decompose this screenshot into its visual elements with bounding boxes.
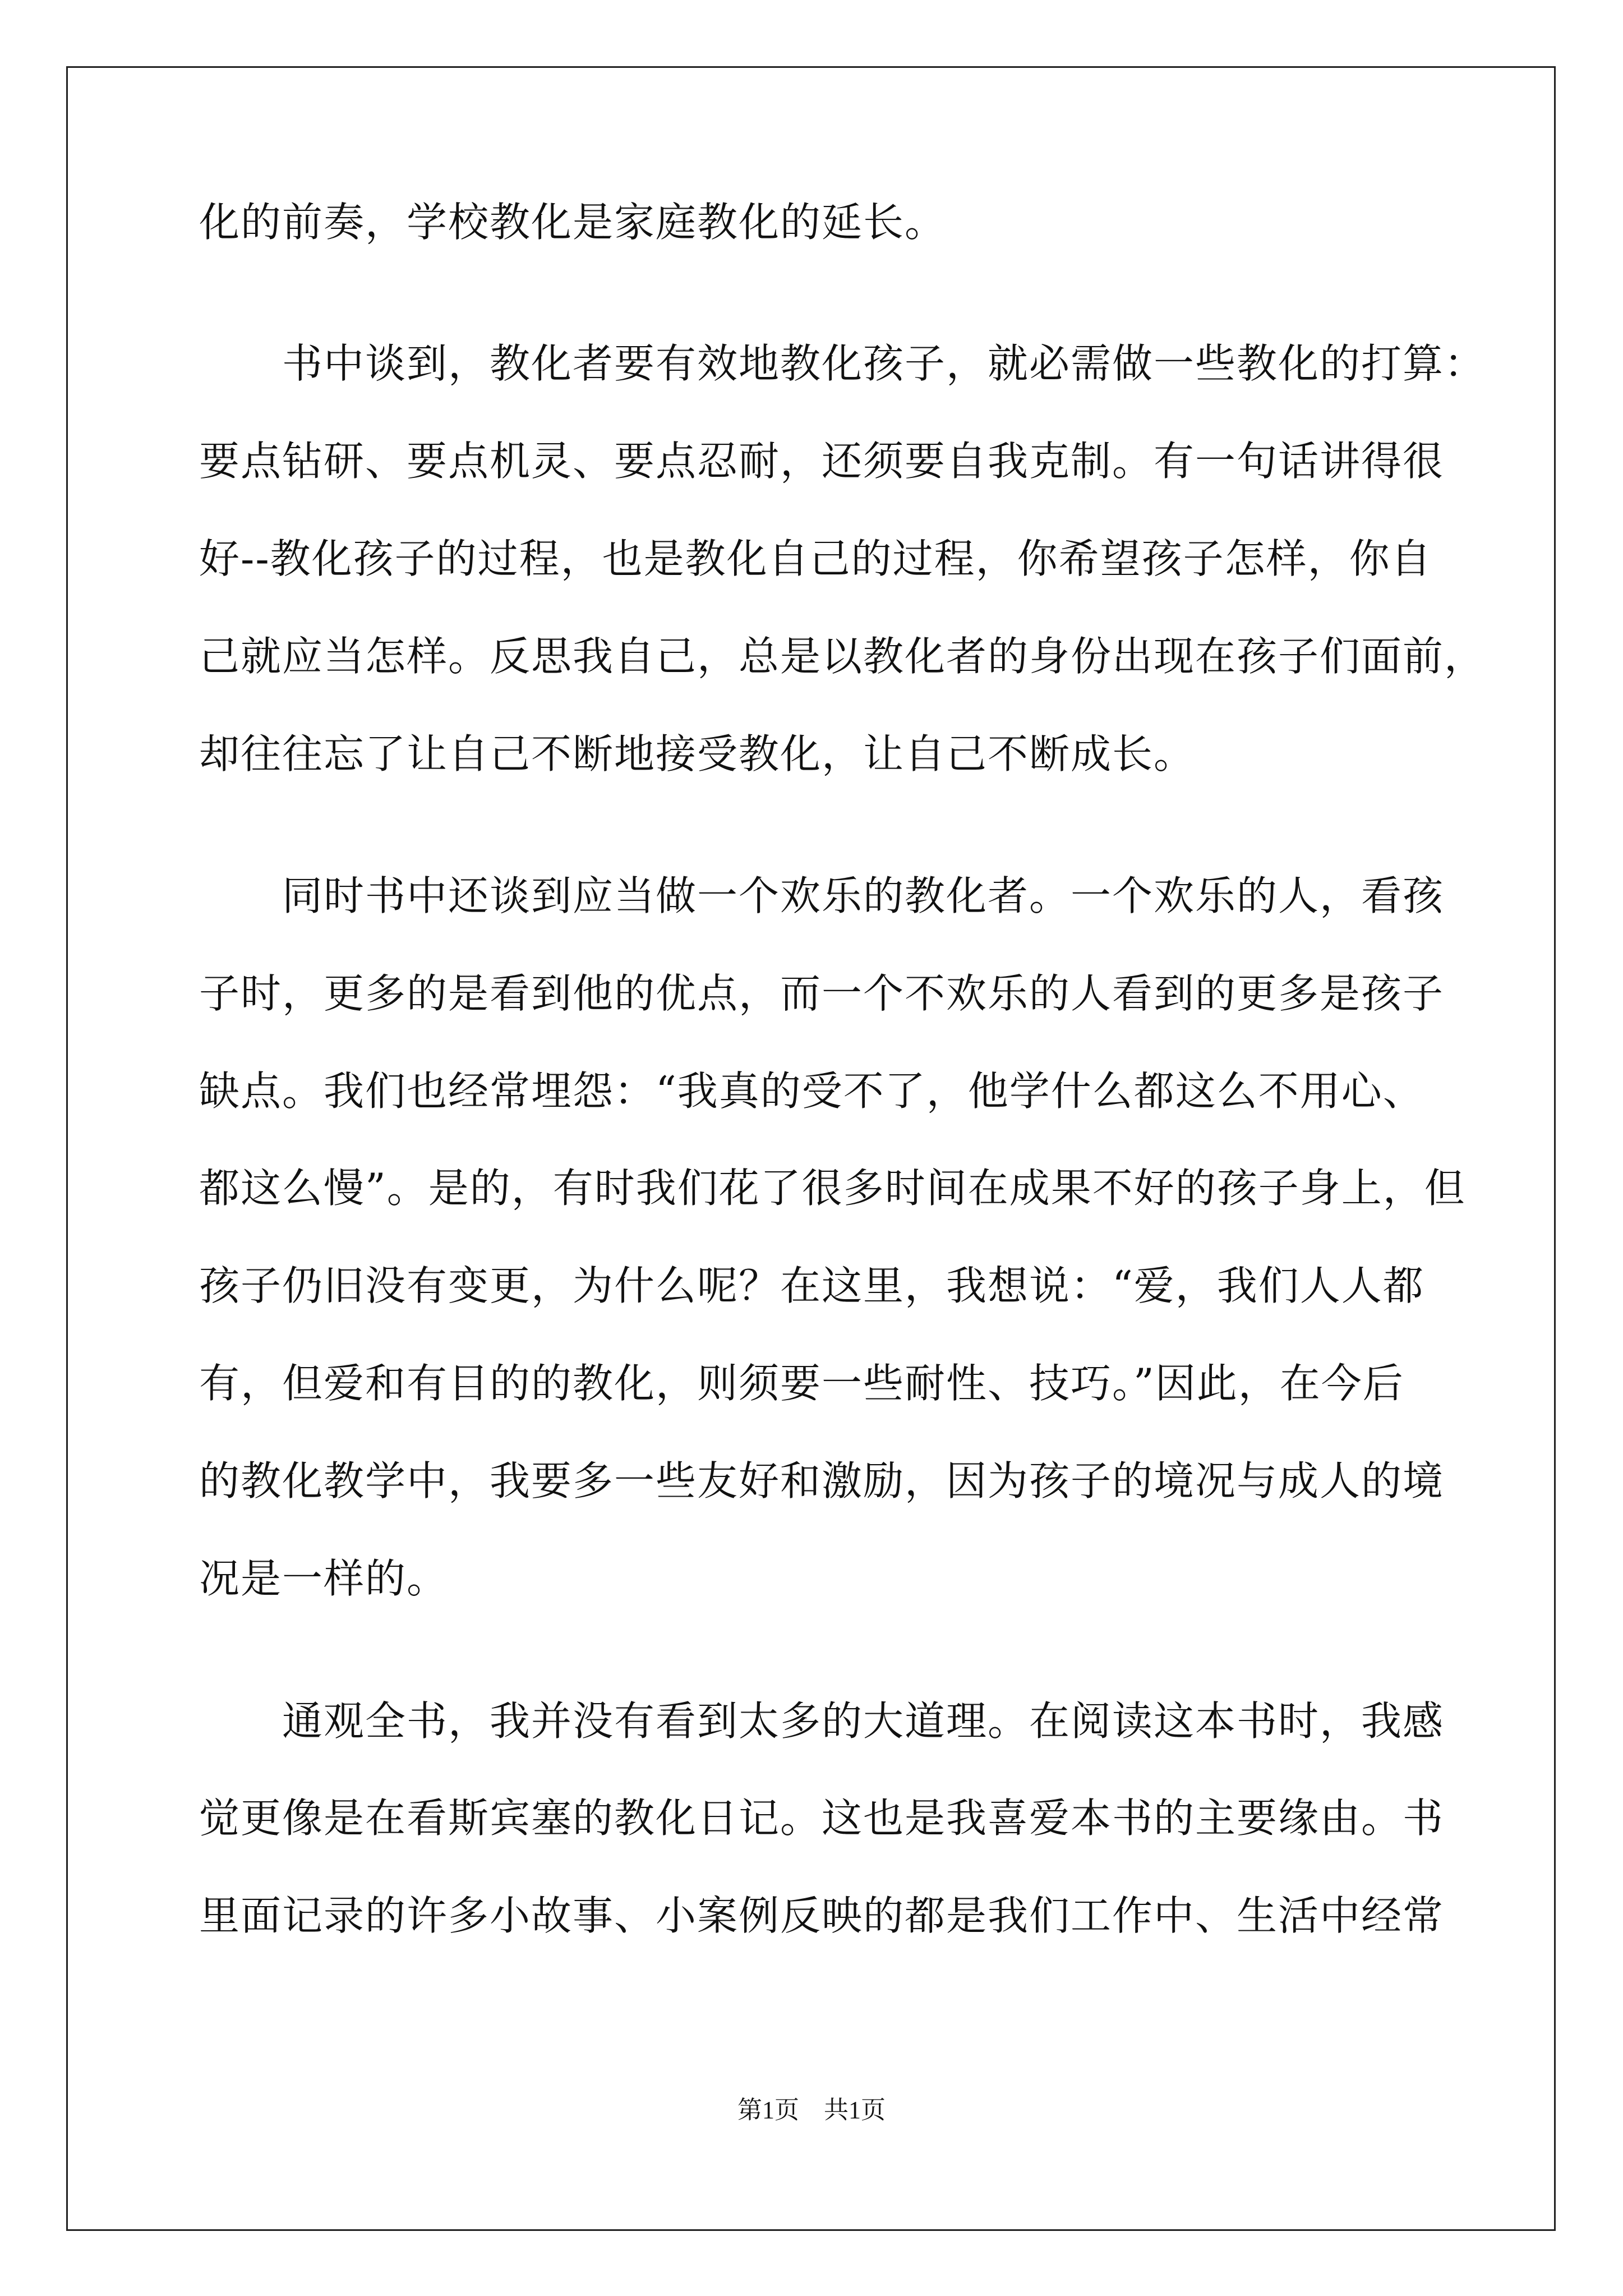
text-line: 子时，更多的是看到他的优点，而一个不欢乐的人看到的更多是孩子 <box>199 970 1445 1017</box>
text-line: 己就应当怎样。反思我自己，总是以教化者的身份出现在孩子们面前， <box>199 633 1486 680</box>
page-footer: 第1页 共1页 <box>737 2096 886 2124</box>
text-line: 的教化教学中，我要多一些友好和激励，因为孩子的境况与成人的境 <box>199 1457 1445 1504</box>
text-line: 化的前奏，学校教化是家庭教化的延长。 <box>199 199 947 246</box>
text-line: 都这么慢”。是的，有时我们花了很多时间在成果不好的孩子身上，但 <box>199 1165 1466 1212</box>
text-line: 同时书中还谈到应当做一个欢乐的教化者。一个欢乐的人，看孩 <box>282 872 1445 919</box>
text-line: 况是一样的。 <box>199 1555 449 1602</box>
text-line: 通观全书，我并没有看到太多的大道理。在阅读这本书时，我感 <box>282 1697 1445 1745</box>
text-line: 书中谈到，教化者要有效地教化孩子，就必需做一些教化的打算： <box>282 340 1486 387</box>
text-line: 却往往忘了让自己不断地接受教化，让自己不断成长。 <box>199 730 1196 777</box>
text-line: 里面记录的许多小故事、小案例反映的都是我们工作中、生活中经常 <box>199 1892 1445 1939</box>
text-line: 觉更像是在看斯宾塞的教化日记。这也是我喜爱本书的主要缘由。书 <box>199 1795 1445 1842</box>
text-line: 缺点。我们也经常埋怨：“我真的受不了，他学什么都这么不用心、 <box>199 1068 1424 1115</box>
text-line: 孩子仍旧没有变更，为什么呢？在这里，我想说：“爱，我们人人都 <box>199 1262 1424 1309</box>
text-line: 好--教化孩子的过程，也是教化自己的过程，你希望孩子怎样，你自 <box>199 535 1432 582</box>
text-line: 有，但爱和有目的的教化，则须要一些耐性、技巧。”因此，在今后 <box>199 1360 1404 1407</box>
text-line: 要点钻研、要点机灵、要点忍耐，还须要自我克制。有一句话讲得很 <box>199 438 1445 485</box>
